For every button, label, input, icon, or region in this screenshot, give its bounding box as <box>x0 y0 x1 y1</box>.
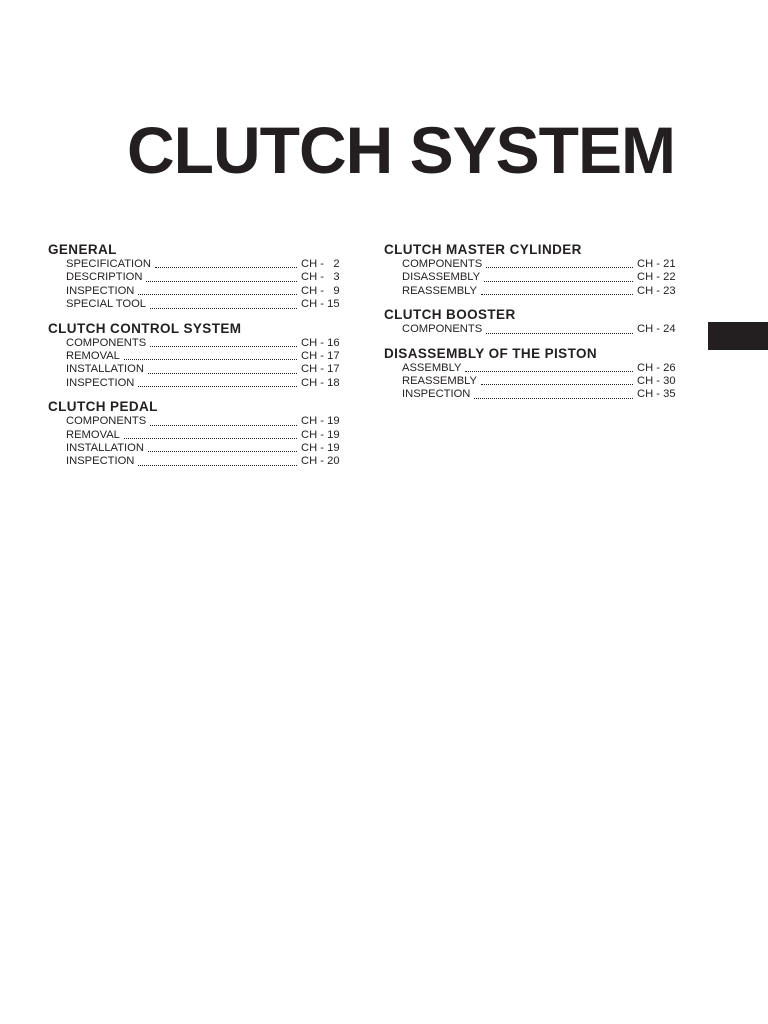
entry-page: CH - 23 <box>637 284 676 297</box>
dot-leader <box>148 450 297 452</box>
toc-section-general <box>48 241 343 312</box>
section-heading: CLUTCH BOOSTER <box>384 307 516 323</box>
entry-page: CH - 17 <box>301 350 340 363</box>
entry-label: SPECIFICATION <box>66 258 151 270</box>
entry-page: CH - 19 <box>301 415 340 428</box>
toc-entry[interactable] <box>66 258 343 271</box>
toc-entry[interactable] <box>66 363 343 376</box>
dot-leader <box>481 293 633 295</box>
entry-label: REASSEMBLY <box>402 375 478 388</box>
entry-label: INSPECTION <box>402 388 471 401</box>
entry-page: CH - 22 <box>637 271 676 284</box>
chapter-tab-marker <box>708 322 768 350</box>
entry-page: CH - 19 <box>301 428 340 441</box>
toc-section-clutch-master-cylinder <box>384 241 679 298</box>
entry-label: COMPONENTS <box>402 323 483 336</box>
dot-leader <box>150 345 297 347</box>
dot-leader <box>124 437 297 439</box>
dot-leader <box>124 358 297 360</box>
entry-page: CH - 3 <box>301 271 340 284</box>
entry-label: SPECIAL TOOL <box>66 298 147 311</box>
section-heading: CLUTCH PEDAL <box>48 399 158 415</box>
toc-section-clutch-pedal <box>48 398 343 469</box>
dot-leader <box>474 397 633 399</box>
entry-page: CH - 24 <box>637 323 676 336</box>
entry-page: CH - 21 <box>637 258 676 270</box>
toc-entry[interactable] <box>402 375 679 388</box>
dot-leader <box>150 307 297 309</box>
toc-entry[interactable] <box>402 323 679 336</box>
entry-label: INSTALLATION <box>66 363 144 376</box>
dot-leader <box>481 383 633 385</box>
entry-page: CH - 17 <box>301 363 340 376</box>
dot-leader <box>148 372 297 374</box>
entry-label: COMPONENTS <box>402 258 483 270</box>
entry-page: CH - 20 <box>301 455 340 468</box>
toc-section-disassembly-of-the-piston <box>384 345 679 402</box>
entry-page: CH - 26 <box>637 361 676 374</box>
entry-label: DESCRIPTION <box>66 271 143 284</box>
dot-leader <box>484 280 633 282</box>
toc-left-column <box>48 241 343 477</box>
entry-page: CH - 30 <box>637 375 676 388</box>
dot-leader <box>146 280 297 282</box>
entry-page: CH - 18 <box>301 376 340 389</box>
entry-label: COMPONENTS <box>66 336 147 349</box>
dot-leader <box>138 464 297 466</box>
dot-leader <box>465 370 633 372</box>
dot-leader <box>155 266 297 268</box>
section-heading: DISASSEMBLY OF THE PISTON <box>384 345 598 361</box>
section-heading: CLUTCH MASTER CYLINDER <box>384 242 582 257</box>
toc-section-clutch-booster <box>384 306 679 336</box>
toc-entry[interactable] <box>402 362 679 375</box>
toc-section-clutch-control-system <box>48 320 343 391</box>
toc-entry[interactable] <box>66 271 343 284</box>
entry-page: CH - 2 <box>301 258 340 270</box>
entry-page: CH - 16 <box>301 336 340 349</box>
toc-entry[interactable] <box>66 350 343 363</box>
entry-label: INSTALLATION <box>66 442 144 455</box>
entry-page: CH - 15 <box>301 298 340 311</box>
entry-label: INSPECTION <box>66 376 135 389</box>
entry-page: CH - 35 <box>637 388 676 401</box>
entry-page: CH - 19 <box>301 442 340 455</box>
toc-entry[interactable] <box>66 298 343 311</box>
toc-entry[interactable] <box>66 429 343 442</box>
page-title: CLUTCH SYSTEM <box>127 113 675 187</box>
toc-entry[interactable] <box>402 271 679 284</box>
toc-entry[interactable] <box>66 415 343 428</box>
entry-label: REMOVAL <box>66 428 120 441</box>
dot-leader <box>138 385 297 387</box>
toc-entry[interactable] <box>66 285 343 298</box>
toc-entry[interactable] <box>66 442 343 455</box>
section-heading: GENERAL <box>48 242 117 257</box>
toc-entry[interactable] <box>402 258 679 271</box>
toc-right-column <box>384 241 679 410</box>
entry-label: DISASSEMBLY <box>402 271 481 284</box>
toc-entry[interactable] <box>66 377 343 390</box>
dot-leader <box>486 332 633 334</box>
entry-label: INSPECTION <box>66 284 135 297</box>
section-heading: CLUTCH CONTROL SYSTEM <box>48 320 242 336</box>
entry-label: COMPONENTS <box>66 415 147 428</box>
dot-leader <box>486 266 633 268</box>
toc-entry[interactable] <box>66 455 343 468</box>
dot-leader <box>138 293 297 295</box>
entry-page: CH - 9 <box>301 284 340 297</box>
entry-label: ASSEMBLY <box>402 361 462 374</box>
dot-leader <box>150 424 297 426</box>
entry-label: REASSEMBLY <box>402 284 478 297</box>
entry-label: INSPECTION <box>66 455 135 468</box>
toc-entry[interactable] <box>402 285 679 298</box>
entry-label: REMOVAL <box>66 350 120 363</box>
toc-entry[interactable] <box>402 388 679 401</box>
toc-entry[interactable] <box>66 337 343 350</box>
